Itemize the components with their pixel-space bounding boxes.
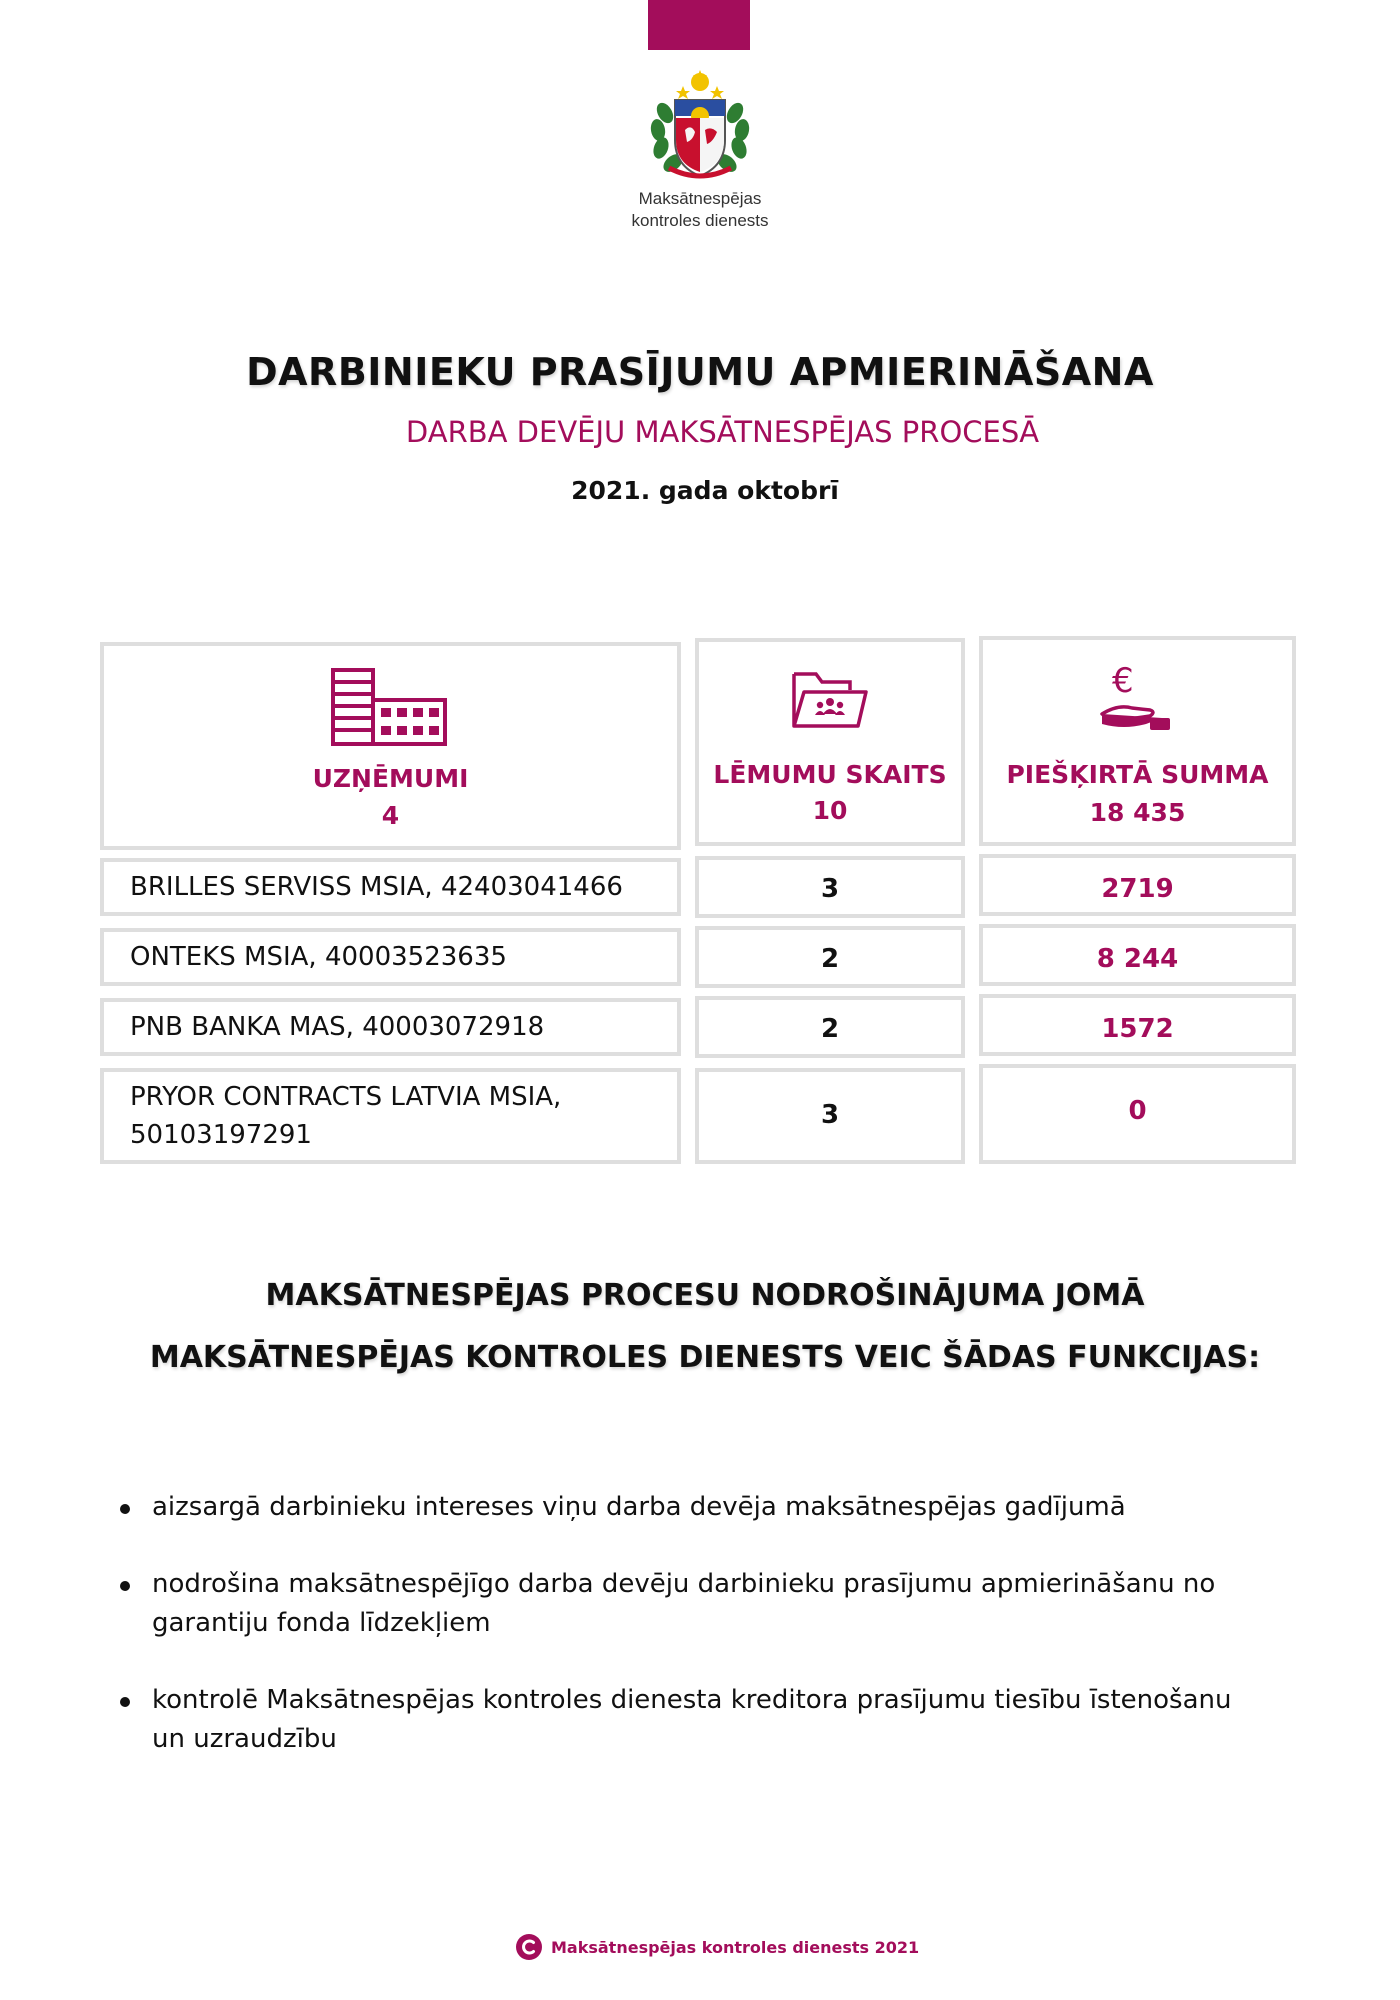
function-text-line2: un uzraudzību xyxy=(152,1724,337,1754)
amount-value: 1572 xyxy=(1101,1014,1174,1044)
function-text: aizsargā darbinieku intereses viņu darba devēja maksātnespējas gadījumā xyxy=(152,1492,1126,1522)
list-item xyxy=(118,1681,1268,1759)
table-row-decisions xyxy=(695,926,965,988)
table-row-decisions xyxy=(695,1068,965,1164)
svg-text:€: € xyxy=(1111,661,1134,701)
decisions-header-box xyxy=(695,638,965,846)
office-building-icon xyxy=(329,666,449,748)
functions-title-line2: MAKSĀTNESPĒJAS KONTROLES DIENESTS VEIC ŠĀDAS FUNKCIJAS: xyxy=(149,1340,1261,1375)
table-row-amount xyxy=(979,924,1296,986)
company-name: PNB BANKA MAS, 40003072918 xyxy=(130,1012,545,1042)
top-accent-bar xyxy=(648,0,750,50)
company-name: ONTEKS MSIA, 40003523635 xyxy=(130,942,507,972)
decisions-value: 3 xyxy=(820,874,840,904)
companies-header-box xyxy=(100,642,681,850)
list-item xyxy=(118,1488,1268,1527)
function-text-line1: nodrošina maksātnespējīgo darba devēju darbinieku prasījumu apmierināšanu no xyxy=(152,1569,1216,1599)
company-name: BRILLES SERVISS MSIA, 42403041466 xyxy=(130,872,623,902)
folder-people-icon xyxy=(790,664,870,732)
table-row-company xyxy=(100,928,681,986)
report-date: 2021. gada oktobrī xyxy=(571,476,839,505)
table-row-company xyxy=(100,858,681,916)
org-name xyxy=(580,188,820,232)
companies-count: 4 xyxy=(381,801,400,830)
bullet-icon xyxy=(120,1697,130,1707)
amount-label: PIEŠĶIRTĀ SUMMA xyxy=(1006,760,1269,789)
amount-total: 18 435 xyxy=(1089,798,1186,827)
table-row-amount xyxy=(979,994,1296,1056)
amount-header-box xyxy=(979,636,1296,846)
page-subtitle: DARBA DEVĒJU MAKSĀTNESPĒJAS PROCESĀ xyxy=(405,415,1040,449)
org-name-line1: Maksātnespējas xyxy=(638,189,762,208)
decisions-value: 2 xyxy=(820,944,840,974)
bullet-icon xyxy=(120,1581,130,1591)
copyright-icon xyxy=(515,1933,543,1961)
table-row-decisions xyxy=(695,996,965,1058)
amount-value: 2719 xyxy=(1101,874,1174,904)
company-name-line1: PRYOR CONTRACTS LATVIA MSIA, xyxy=(130,1082,562,1112)
org-name-line2: kontroles dienests xyxy=(631,211,769,230)
euro-hand-icon xyxy=(1098,658,1178,742)
table-row-company xyxy=(100,998,681,1056)
coat-of-arms-logo xyxy=(645,68,755,183)
decisions-value: 2 xyxy=(820,1014,840,1044)
decisions-count: 10 xyxy=(812,796,848,825)
amount-value: 8 244 xyxy=(1096,944,1179,974)
footer-text: Maksātnespējas kontroles dienests 2021 xyxy=(551,1937,920,1957)
footer xyxy=(515,1932,919,1962)
page-title: DARBINIEKU PRASĪJUMU APMIERINĀŠANA xyxy=(246,350,1154,394)
table-row-decisions xyxy=(695,856,965,918)
decisions-label: LĒMUMU SKAITS xyxy=(713,760,947,789)
bullet-icon xyxy=(120,1504,130,1514)
amount-value: 0 xyxy=(1128,1096,1147,1126)
list-item xyxy=(118,1565,1268,1643)
table-row-amount xyxy=(979,1064,1296,1164)
decisions-value: 3 xyxy=(820,1100,840,1130)
functions-title-line1: MAKSĀTNESPĒJAS PROCESU NODROŠINĀJUMA JOMĀ xyxy=(265,1278,1145,1313)
functions-list xyxy=(118,1488,1268,1797)
companies-label: UZŅĒMUMI xyxy=(312,764,469,793)
table-row-amount xyxy=(979,854,1296,916)
company-name-line2: 50103197291 xyxy=(130,1120,312,1150)
function-text-line1: kontrolē Maksātnespējas kontroles dienesta kreditora prasījumu tiesību īstenošanu xyxy=(152,1685,1232,1715)
table-row-company xyxy=(100,1068,681,1164)
function-text-line2: garantiju fonda līdzekļiem xyxy=(152,1608,491,1638)
